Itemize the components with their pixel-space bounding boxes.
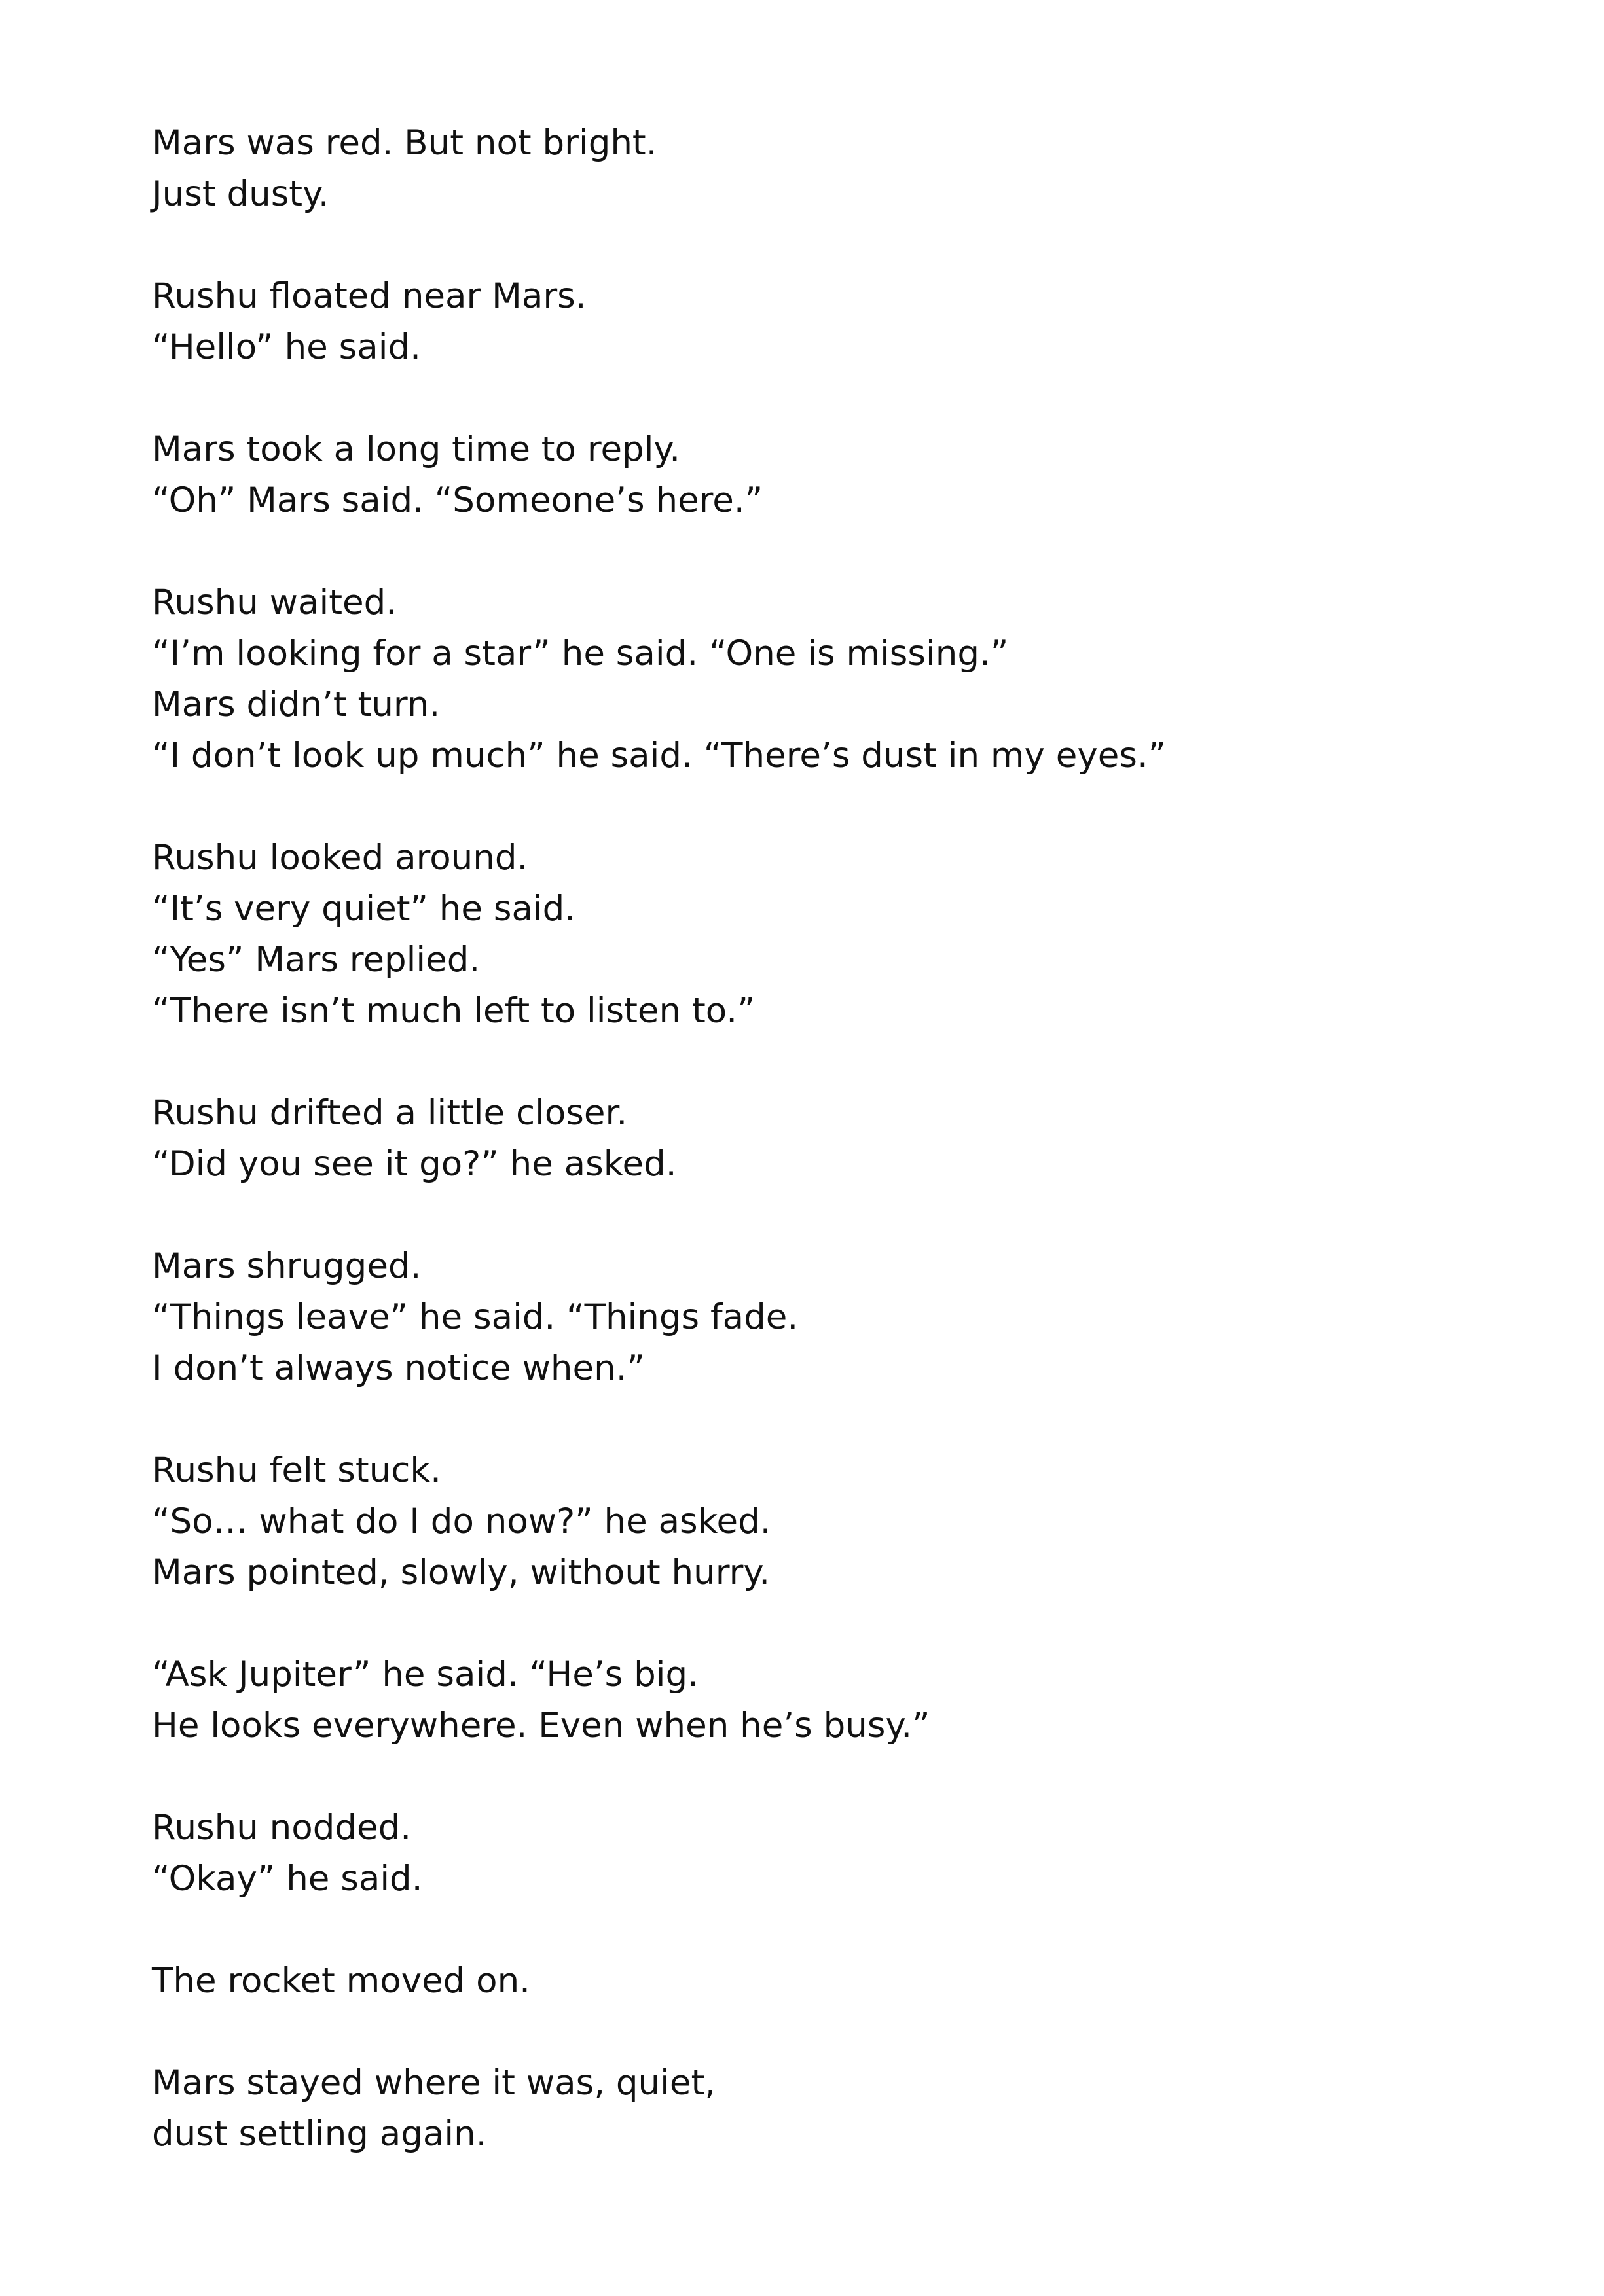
stanza bbox=[152, 1649, 1461, 1751]
story-line: “It’s very quiet” he said. bbox=[152, 889, 576, 929]
story-line: “Yes” Mars replied. bbox=[152, 940, 481, 980]
stanza bbox=[152, 1088, 1461, 1190]
story-line: “Hello” he said. bbox=[152, 327, 421, 367]
stanza bbox=[152, 424, 1461, 526]
story-line: “So… what do I do now?” he asked. bbox=[152, 1501, 771, 1541]
story-line: Mars pointed, slowly, without hurry. bbox=[152, 1552, 771, 1592]
story-line: Rushu nodded. bbox=[152, 1808, 412, 1848]
stanza bbox=[152, 1956, 1461, 2007]
story-line: He looks everywhere. Even when he’s busy.” bbox=[152, 1706, 930, 1746]
story-line: Rushu looked around. bbox=[152, 838, 528, 878]
stanza bbox=[152, 118, 1461, 220]
story-line: Mars was red. But not bright. bbox=[152, 123, 657, 163]
story-line: I don’t always notice when.” bbox=[152, 1348, 646, 1388]
story-line: Rushu drifted a little closer. bbox=[152, 1093, 628, 1133]
story-line: Mars stayed where it was, quiet, bbox=[152, 2063, 716, 2103]
story-line: Mars took a long time to reply. bbox=[152, 429, 681, 469]
story-line: “Did you see it go?” he asked. bbox=[152, 1144, 677, 1184]
stanza bbox=[152, 833, 1461, 1037]
stanza bbox=[152, 271, 1461, 373]
story-line: “There isn’t much left to listen to.” bbox=[152, 991, 756, 1031]
story-text bbox=[152, 118, 1461, 2160]
story-line: “I don’t look up much” he said. “There’s dust in my eyes.” bbox=[152, 736, 1167, 776]
story-line: “Things leave” he said. “Things fade. bbox=[152, 1297, 799, 1337]
story-line: Mars didn’t turn. bbox=[152, 685, 441, 725]
story-line: “Oh” Mars said. “Someone’s here.” bbox=[152, 480, 763, 520]
story-line: The rocket moved on. bbox=[152, 1961, 531, 2001]
stanza bbox=[152, 577, 1461, 781]
story-line: Rushu floated near Mars. bbox=[152, 276, 587, 316]
story-line: Mars shrugged. bbox=[152, 1246, 422, 1286]
stanza bbox=[152, 1803, 1461, 1905]
stanza bbox=[152, 2058, 1461, 2160]
story-line: “Ask Jupiter” he said. “He’s big. bbox=[152, 1655, 699, 1695]
story-line: “Okay” he said. bbox=[152, 1859, 423, 1899]
story-line: Rushu felt stuck. bbox=[152, 1450, 441, 1490]
story-line: dust settling again. bbox=[152, 2114, 487, 2154]
stanza bbox=[152, 1241, 1461, 1394]
story-line: Rushu waited. bbox=[152, 583, 397, 622]
story-line: “I’m looking for a star” he said. “One is missing.” bbox=[152, 634, 1009, 673]
stanza bbox=[152, 1445, 1461, 1598]
story-line: Just dusty. bbox=[152, 174, 329, 214]
